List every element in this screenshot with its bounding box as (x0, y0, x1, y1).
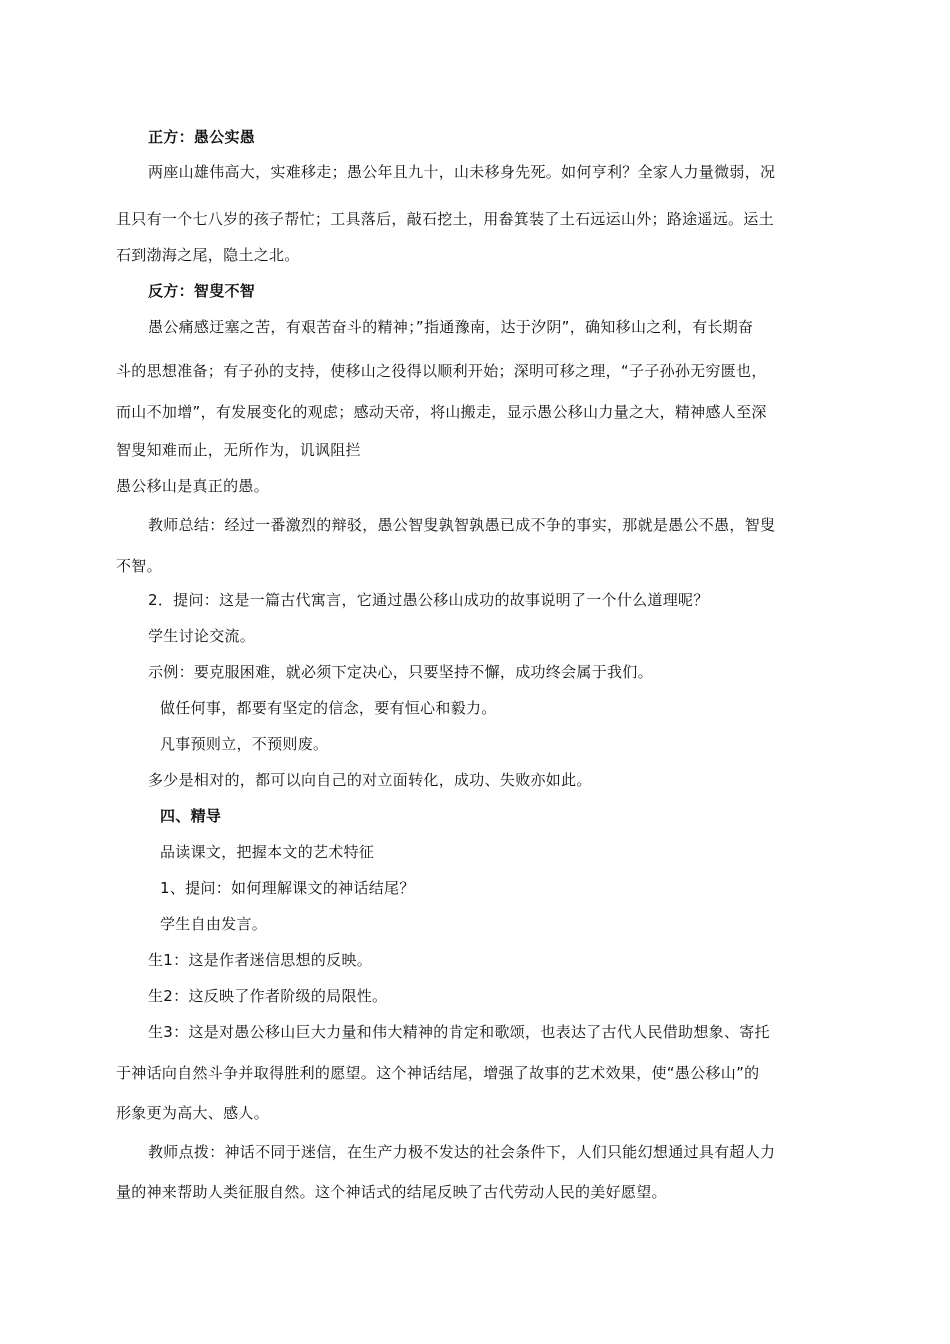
paragraph-line: 凡事预则立，不预则废。 (160, 735, 329, 753)
paragraph-line: 而山不加增”，有发展变化的观虑；感动天帝，将山搬走，显示愚公移山力量之大，精神感人至深 (116, 403, 767, 421)
heading-pro-side: 正方：愚公实愚 (148, 128, 256, 146)
paragraph-line: 智叟知难而止，无所作为，讥讽阻拦 (116, 441, 361, 459)
paragraph-line: 愚公痛感迂塞之苦，有艰苦奋斗的精神；”指通豫南，达于汐阴”，确知移山之利，有长期奋 (148, 318, 754, 336)
paragraph-line: 量的神来帮助人类征服自然。这个神话式的结尾反映了古代劳动人民的美好愿望。 (116, 1183, 667, 1201)
paragraph-line: 学生讨论交流。 (148, 627, 256, 645)
paragraph-line: 于神话向自然斗争并取得胜利的愿望。这个神话结尾，增强了故事的艺术效果，使“愚公移山”的 (116, 1064, 760, 1082)
paragraph-line: 两座山雄伟高大，实难移走；愚公年且九十，山未移身先死。如何亨利？全家人力量微弱，况 (148, 163, 776, 181)
heading-section-four: 四、精导 (160, 807, 222, 825)
paragraph-line: 2．提问：这是一篇古代寓言，它通过愚公移山成功的故事说明了一个什么道理呢？ (148, 591, 709, 609)
paragraph-line: 多少是相对的，都可以向自己的对立面转化，成功、失败亦如此。 (148, 771, 592, 789)
paragraph-line: 学生自由发言。 (160, 915, 268, 933)
paragraph-line: 品读课文，把握本文的艺术特征 (160, 843, 375, 861)
paragraph-line: 生2：这反映了作者阶级的局限性。 (148, 987, 388, 1005)
paragraph-line: 石到渤海之尾，隐土之北。 (116, 246, 300, 264)
paragraph-line: 1、提问：如何理解课文的神话结尾？ (160, 879, 415, 897)
paragraph-line: 做任何事，都要有坚定的信念，要有恒心和毅力。 (160, 699, 497, 717)
paragraph-line: 形象更为高大、感人。 (116, 1104, 270, 1122)
paragraph-line: 不智。 (116, 557, 162, 575)
paragraph-line: 生3：这是对愚公移山巨大力量和伟大精神的肯定和歌颂，也表达了古代人民借助想象、寄托 (148, 1023, 770, 1041)
paragraph-line: 教师总结：经过一番激烈的辩驳，愚公智叟孰智孰愚已成不争的事实，那就是愚公不愚，智叟 (148, 516, 776, 534)
paragraph-line: 愚公移山是真正的愚。 (116, 477, 270, 495)
paragraph-line: 示例：要克服困难，就必须下定决心，只要坚持不懈，成功终会属于我们。 (148, 663, 653, 681)
paragraph-line: 斗的思想准备；有子孙的支持，使移山之役得以顺利开始；深明可移之理，“子子孙孙无穷匮也， (116, 362, 767, 380)
paragraph-line: 教师点拨：神话不同于迷信，在生产力极不发达的社会条件下，人们只能幻想通过具有超人力 (148, 1143, 776, 1161)
heading-con-side: 反方：智叟不智 (148, 282, 256, 300)
paragraph-line: 生1：这是作者迷信思想的反映。 (148, 951, 373, 969)
paragraph-line: 且只有一个七八岁的孩子帮忙；工具落后，敲石挖土，用畚箕装了土石远运山外；路途遥远。运土 (116, 210, 774, 228)
